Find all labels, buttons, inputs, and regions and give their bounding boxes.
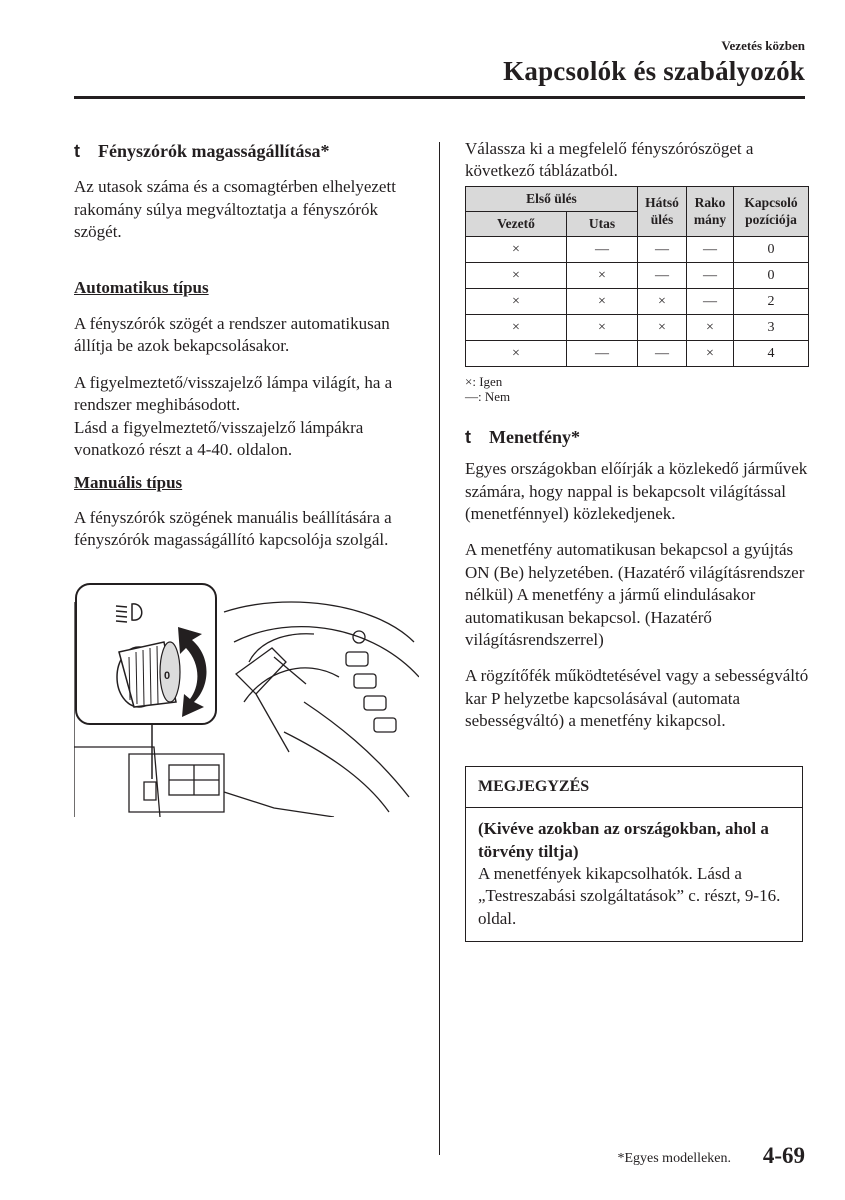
table-cell: ×	[466, 288, 567, 314]
table-cell: ×	[638, 288, 687, 314]
note-bold-text: (Kivéve azokban az országokban, ahol a törvény tiltja)	[478, 819, 769, 861]
table-cell: ×	[566, 288, 637, 314]
table-cell: ×	[687, 340, 734, 366]
table-row	[466, 340, 809, 366]
auto-type-paragraph-2: A figyelmeztető/visszajelző lámpa világít, ha a rendszer meghibásodott.	[74, 372, 393, 415]
table-cell: —	[687, 236, 734, 262]
manual-type-paragraph: A fényszórók szögének manuális beállítására a fényszórók magasságállító kapcsolója szolgál.	[74, 507, 392, 550]
drl-paragraph-3: A rögzítőfék működtetésével vagy a sebességváltó kar P helyzetbe kapcsolásával (automata sebességváltó) a menetfény kikapcsol.	[465, 666, 809, 731]
table-cell: 4	[734, 340, 809, 366]
right-column	[465, 138, 810, 942]
headlight-leveling-switch-illustration	[74, 582, 419, 817]
table-cell: 3	[734, 314, 809, 340]
svg-text:0: 0	[164, 669, 171, 682]
table-cell: ×	[566, 262, 637, 288]
table-intro: Válassza ki a megfelelő fényszórószöget a következő táblázatból.	[465, 139, 754, 181]
leveling-dial-icon	[117, 642, 180, 707]
note-text: A menetfények kikapcsolhatók. Lásd a „Testreszabási szolgáltatások” c. részt, 9-16. oldal.	[478, 863, 781, 928]
table-row	[466, 314, 809, 340]
table-cell: ×	[466, 314, 567, 340]
table-legend	[465, 374, 810, 404]
auto-type-paragraph-1: A fényszórók szögét a rendszer automatikusan állítja be azok bekapcsolásakor.	[74, 314, 390, 356]
table-cell: —	[687, 262, 734, 288]
table-header-switch-position: Kapcsoló pozíciója	[734, 186, 809, 236]
dashboard-drawing	[74, 582, 419, 817]
table-cell: —	[566, 340, 637, 366]
legend-yes: ×: Igen	[465, 373, 503, 389]
table-cell: 2	[734, 288, 809, 314]
table-header-front-seat: Első ülés	[466, 186, 638, 211]
note-body	[466, 808, 802, 941]
table-cell: —	[638, 236, 687, 262]
table-cell: ×	[466, 340, 567, 366]
footnote: *Egyes modelleken.	[617, 1151, 731, 1166]
table-row	[466, 262, 809, 288]
table-cell: —	[566, 236, 637, 262]
daytime-running-lights-heading	[465, 426, 810, 448]
table-cell: 0	[734, 262, 809, 288]
table-cell: —	[638, 262, 687, 288]
section-bullet-icon: t	[465, 426, 471, 447]
note-heading: MEGJEGYZÉS	[466, 767, 802, 808]
manual-type-title: Manuális típus	[74, 473, 183, 493]
light-stalk-icon	[236, 648, 286, 694]
table-cell: ×	[687, 314, 734, 340]
table-cell: ×	[638, 314, 687, 340]
steering-wheel-outline-icon	[224, 602, 414, 642]
drl-paragraph-2: A menetfény automatikusan bekapcsol a gyújtás ON (Be) helyzetében. (Hazatérő világításrendszer nélkül) A menetfény a jármű elindulásakor automatikusan bekapcsol. (Hazatérő világításrendszerrel)	[465, 540, 805, 650]
section-label: Vezetés közben	[721, 38, 805, 53]
table-header-rear-seat: Hátsó ülés	[638, 186, 687, 236]
table-cell: ×	[566, 314, 637, 340]
section-bullet-icon: t	[74, 141, 80, 161]
left-column	[74, 138, 419, 817]
table-header-cargo: Rako mány	[687, 186, 734, 236]
headlight-intro: Az utasok száma és a csomagtérben elhelyezett rakomány súlya megváltoztatja a fényszórók szögét.	[74, 177, 396, 242]
table-header-driver: Vezető	[466, 211, 567, 236]
headlight-leveling-heading	[74, 140, 419, 162]
table-cell: 0	[734, 236, 809, 262]
leveling-switch-location-icon	[144, 782, 156, 800]
table-cell: —	[687, 288, 734, 314]
headlight-leveling-title: Fényszórók magasságállítása*	[98, 141, 330, 161]
table-cell: —	[638, 340, 687, 366]
headlight-angle-table	[465, 186, 809, 367]
daytime-running-lights-title: Menetfény*	[489, 426, 580, 447]
page-number: 4-69	[762, 1143, 805, 1168]
table-row	[466, 288, 809, 314]
table-cell: ×	[466, 262, 567, 288]
auto-type-paragraph-3: Lásd a figyelmeztető/visszajelző lámpákra vonatkozó részt a 4-40. oldalon.	[74, 417, 364, 460]
note-box	[465, 766, 803, 942]
table-header-passenger: Utas	[566, 211, 637, 236]
column-divider	[439, 142, 440, 1155]
legend-no: —: Nem	[465, 388, 511, 404]
page-title: Kapcsolók és szabályozók	[503, 56, 805, 86]
table-cell: ×	[466, 236, 567, 262]
auto-type-title: Automatikus típus	[74, 277, 209, 297]
drl-paragraph-1: Egyes országokban előírják a közlekedő járművek számára, hogy nappal is bekapcsolt világítással (menetfénnyel) közlekedjenek.	[465, 459, 808, 524]
title-rule	[74, 96, 805, 99]
table-row	[466, 236, 809, 262]
